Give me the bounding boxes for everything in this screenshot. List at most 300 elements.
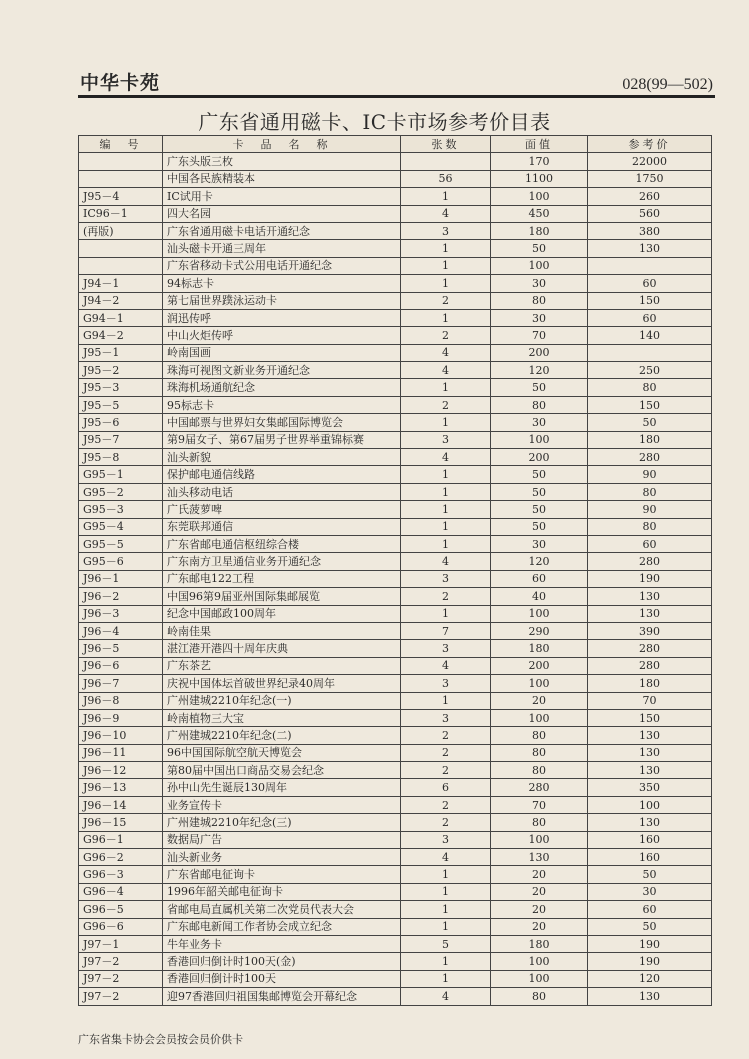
cell-code: J95－8: [79, 449, 163, 466]
cell-code: J97－1: [79, 935, 163, 952]
cell-code: G96－5: [79, 901, 163, 918]
cell-code: J96－9: [79, 709, 163, 726]
cell-card-name: IC试用卡: [163, 188, 401, 205]
cell-ref-price: 130: [588, 588, 712, 605]
cell-ref-price: 100: [588, 796, 712, 813]
table-row: [79, 605, 712, 622]
cell-face-value: 100: [491, 953, 588, 970]
cell-ref-price: 60: [588, 901, 712, 918]
cell-code: J96－5: [79, 640, 163, 657]
table-row: [79, 275, 712, 292]
table-row: [79, 744, 712, 761]
table-row: [79, 344, 712, 361]
cell-face-value: 180: [491, 640, 588, 657]
cell-count: 3: [401, 222, 491, 239]
cell-card-name: 香港回归倒计时100天: [163, 970, 401, 987]
cell-count: 1: [401, 501, 491, 518]
cell-ref-price: 130: [588, 727, 712, 744]
cell-ref-price: 130: [588, 988, 712, 1005]
document-title: 广东省通用磁卡、IC卡市场参考价目表: [198, 110, 551, 134]
table-row: [79, 692, 712, 709]
table-row: [79, 483, 712, 500]
cell-ref-price: 130: [588, 605, 712, 622]
cell-ref-price: 50: [588, 866, 712, 883]
cell-card-name: 珠海可视图文新业务开通纪念: [163, 362, 401, 379]
cell-face-value: 20: [491, 901, 588, 918]
cell-face-value: 100: [491, 831, 588, 848]
table-row: [79, 657, 712, 674]
cell-count: 1: [401, 240, 491, 257]
cell-card-name: 广东省移动卡式公用电话开通纪念: [163, 257, 401, 274]
cell-code: G95－4: [79, 518, 163, 535]
cell-face-value: 80: [491, 814, 588, 831]
cell-code: [79, 153, 163, 170]
cell-face-value: 30: [491, 535, 588, 552]
cell-count: 1: [401, 901, 491, 918]
cell-card-name: 岭南佳果: [163, 622, 401, 639]
cell-code: G96－3: [79, 866, 163, 883]
cell-code: J96－2: [79, 588, 163, 605]
cell-card-name: 迎97香港回归祖国集邮博览会开幕纪念: [163, 988, 401, 1005]
cell-face-value: 100: [491, 709, 588, 726]
table-row: [79, 883, 712, 900]
cell-code: J96－4: [79, 622, 163, 639]
cell-count: 1: [401, 953, 491, 970]
cell-card-name: 四大名园: [163, 205, 401, 222]
cell-card-name: 珠海机场通航纪念: [163, 379, 401, 396]
cell-count: 1: [401, 414, 491, 431]
cell-face-value: 70: [491, 796, 588, 813]
cell-ref-price: 150: [588, 709, 712, 726]
table-row: [79, 379, 712, 396]
col-header-count: 张数: [401, 136, 491, 153]
cell-code: G96－2: [79, 849, 163, 866]
cell-card-name: 第80届中国出口商品交易会纪念: [163, 762, 401, 779]
cell-ref-price: 1750: [588, 170, 712, 187]
cell-face-value: 20: [491, 918, 588, 935]
cell-card-name: 中山火炬传呼: [163, 327, 401, 344]
cell-ref-price: 560: [588, 205, 712, 222]
cell-ref-price: 280: [588, 640, 712, 657]
cell-card-name: 数据局广告: [163, 831, 401, 848]
cell-face-value: 20: [491, 866, 588, 883]
page-code: 028(99—502): [622, 76, 713, 93]
table-row: [79, 988, 712, 1005]
table-row: [79, 622, 712, 639]
cell-ref-price: 120: [588, 970, 712, 987]
cell-card-name: 广东茶艺: [163, 657, 401, 674]
cell-card-name: 岭南国画: [163, 344, 401, 361]
table-row: [79, 727, 712, 744]
cell-code: J95－5: [79, 396, 163, 413]
cell-code: J96－12: [79, 762, 163, 779]
cell-ref-price: 190: [588, 570, 712, 587]
table-row: [79, 205, 712, 222]
cell-face-value: 170: [491, 153, 588, 170]
table-row: [79, 814, 712, 831]
cell-code: J95－3: [79, 379, 163, 396]
cell-ref-price: 180: [588, 431, 712, 448]
cell-code: J95－2: [79, 362, 163, 379]
cell-face-value: 80: [491, 727, 588, 744]
cell-ref-price: 130: [588, 744, 712, 761]
cell-face-value: 80: [491, 396, 588, 413]
cell-face-value: 450: [491, 205, 588, 222]
cell-ref-price: 350: [588, 779, 712, 796]
cell-count: 1: [401, 605, 491, 622]
cell-ref-price: 140: [588, 327, 712, 344]
cell-count: 1: [401, 866, 491, 883]
cell-count: 7: [401, 622, 491, 639]
cell-count: 2: [401, 727, 491, 744]
cell-code: G95－2: [79, 483, 163, 500]
cell-code: J96－7: [79, 675, 163, 692]
table-row: [79, 796, 712, 813]
cell-ref-price: 190: [588, 935, 712, 952]
cell-code: J96－3: [79, 605, 163, 622]
cell-card-name: 孙中山先生诞辰130周年: [163, 779, 401, 796]
magazine-name: 中华卡苑: [80, 72, 161, 94]
cell-face-value: 100: [491, 431, 588, 448]
cell-count: 56: [401, 170, 491, 187]
cell-ref-price: 280: [588, 657, 712, 674]
cell-card-name: 1996年韶关邮电征询卡: [163, 883, 401, 900]
cell-face-value: 30: [491, 414, 588, 431]
cell-card-name: 广东省通用磁卡电话开通纪念: [163, 222, 401, 239]
cell-face-value: 100: [491, 605, 588, 622]
cell-ref-price: 60: [588, 309, 712, 326]
cell-count: 2: [401, 814, 491, 831]
table-row: [79, 831, 712, 848]
cell-ref-price: 90: [588, 466, 712, 483]
cell-code: J96－1: [79, 570, 163, 587]
cell-count: 3: [401, 709, 491, 726]
cell-face-value: 100: [491, 970, 588, 987]
cell-count: 6: [401, 779, 491, 796]
cell-code: G94－1: [79, 309, 163, 326]
cell-count: 4: [401, 553, 491, 570]
cell-count: 4: [401, 657, 491, 674]
cell-count: 3: [401, 431, 491, 448]
cell-face-value: 50: [491, 483, 588, 500]
cell-card-name: 广州建城2210年纪念(二): [163, 727, 401, 744]
cell-count: 2: [401, 588, 491, 605]
cell-code: J95－1: [79, 344, 163, 361]
cell-count: 4: [401, 449, 491, 466]
cell-code: J97－2: [79, 988, 163, 1005]
cell-card-name: 广东邮电122工程: [163, 570, 401, 587]
cell-code: J96－8: [79, 692, 163, 709]
table-row: [79, 240, 712, 257]
cell-code: J94－1: [79, 275, 163, 292]
cell-card-name: 94标志卡: [163, 275, 401, 292]
cell-face-value: 200: [491, 449, 588, 466]
cell-card-name: 广东省邮电征询卡: [163, 866, 401, 883]
cell-code: G95－3: [79, 501, 163, 518]
cell-code: [79, 170, 163, 187]
cell-count: 1: [401, 309, 491, 326]
cell-ref-price: 90: [588, 501, 712, 518]
table-row: [79, 362, 712, 379]
table-row: [79, 518, 712, 535]
cell-count: 2: [401, 292, 491, 309]
cell-count: 5: [401, 935, 491, 952]
footer-note: 广东省集卡协会会员按会员价供卡: [78, 1033, 243, 1046]
cell-card-name: 东莞联邦通信: [163, 518, 401, 535]
table-row: [79, 553, 712, 570]
col-header-ref-price: 参考价: [588, 136, 712, 153]
cell-card-name: 业务宣传卡: [163, 796, 401, 813]
cell-code: G94－2: [79, 327, 163, 344]
table-row: [79, 570, 712, 587]
cell-count: 1: [401, 518, 491, 535]
cell-ref-price: 22000: [588, 153, 712, 170]
cell-face-value: 80: [491, 292, 588, 309]
cell-card-name: 汕头移动电话: [163, 483, 401, 500]
cell-code: [79, 257, 163, 274]
cell-count: 1: [401, 466, 491, 483]
cell-face-value: 50: [491, 379, 588, 396]
cell-count: 4: [401, 988, 491, 1005]
cell-count: 2: [401, 744, 491, 761]
table-row: [79, 501, 712, 518]
cell-card-name: 广州建城2210年纪念(一): [163, 692, 401, 709]
cell-code: J95－6: [79, 414, 163, 431]
table-row: [79, 588, 712, 605]
cell-card-name: 汕头新貌: [163, 449, 401, 466]
cell-ref-price: 250: [588, 362, 712, 379]
cell-card-name: 汕头新业务: [163, 849, 401, 866]
cell-face-value: 30: [491, 309, 588, 326]
cell-face-value: 50: [491, 501, 588, 518]
cell-count: 1: [401, 883, 491, 900]
cell-face-value: 80: [491, 744, 588, 761]
cell-card-name: 中国各民族精装本: [163, 170, 401, 187]
cell-face-value: 120: [491, 362, 588, 379]
cell-face-value: 30: [491, 275, 588, 292]
table-header-row: [79, 136, 712, 153]
cell-face-value: 1100: [491, 170, 588, 187]
table-row: [79, 153, 712, 170]
col-header-code: 编 号: [79, 136, 163, 153]
cell-face-value: 280: [491, 779, 588, 796]
cell-count: 1: [401, 379, 491, 396]
cell-code: J96－11: [79, 744, 163, 761]
cell-ref-price: 80: [588, 518, 712, 535]
cell-ref-price: 390: [588, 622, 712, 639]
table-row: [79, 675, 712, 692]
cell-ref-price: 70: [588, 692, 712, 709]
cell-count: 1: [401, 257, 491, 274]
table-row: [79, 535, 712, 552]
table-row: [79, 396, 712, 413]
cell-ref-price: 80: [588, 379, 712, 396]
cell-face-value: 180: [491, 222, 588, 239]
cell-face-value: 20: [491, 692, 588, 709]
cell-card-name: 汕头磁卡开通三周年: [163, 240, 401, 257]
cell-face-value: 200: [491, 344, 588, 361]
cell-ref-price: 150: [588, 396, 712, 413]
cell-code: (再版): [79, 222, 163, 239]
cell-count: 2: [401, 762, 491, 779]
cell-face-value: 50: [491, 518, 588, 535]
cell-code: G96－4: [79, 883, 163, 900]
table-row: [79, 970, 712, 987]
cell-ref-price: [588, 257, 712, 274]
cell-count: 3: [401, 570, 491, 587]
cell-code: [79, 240, 163, 257]
cell-ref-price: [588, 344, 712, 361]
cell-code: G96－6: [79, 918, 163, 935]
cell-ref-price: 60: [588, 275, 712, 292]
cell-face-value: 50: [491, 240, 588, 257]
cell-code: J96－6: [79, 657, 163, 674]
cell-card-name: 岭南植物三大宝: [163, 709, 401, 726]
cell-card-name: 广东头版三枚: [163, 153, 401, 170]
table-row: [79, 309, 712, 326]
cell-ref-price: 280: [588, 553, 712, 570]
header-rule: [78, 95, 715, 98]
cell-ref-price: 50: [588, 414, 712, 431]
cell-card-name: 广东南方卫星通信业务开通纪念: [163, 553, 401, 570]
cell-count: 2: [401, 396, 491, 413]
cell-card-name: 广东邮电新闻工作者协会成立纪念: [163, 918, 401, 935]
table-row: [79, 431, 712, 448]
cell-face-value: 80: [491, 762, 588, 779]
cell-card-name: 第9届女子、第67届男子世界举重锦标赛: [163, 431, 401, 448]
cell-face-value: 20: [491, 883, 588, 900]
cell-card-name: 保护邮电通信线路: [163, 466, 401, 483]
table-row: [79, 918, 712, 935]
cell-face-value: 40: [491, 588, 588, 605]
cell-code: J97－2: [79, 953, 163, 970]
cell-code: J96－14: [79, 796, 163, 813]
cell-count: 1: [401, 275, 491, 292]
table-row: [79, 327, 712, 344]
cell-card-name: 润迅传呼: [163, 309, 401, 326]
cell-code: IC96－1: [79, 205, 163, 222]
cell-face-value: 80: [491, 988, 588, 1005]
cell-code: J96－15: [79, 814, 163, 831]
cell-card-name: 广东省邮电通信枢纽综合楼: [163, 535, 401, 552]
cell-code: J97－2: [79, 970, 163, 987]
table-row: [79, 257, 712, 274]
cell-count: 4: [401, 205, 491, 222]
table-row: [79, 222, 712, 239]
cell-card-name: 香港回归倒计时100天(金): [163, 953, 401, 970]
cell-face-value: 200: [491, 657, 588, 674]
table-row: [79, 953, 712, 970]
cell-face-value: 100: [491, 257, 588, 274]
cell-face-value: 60: [491, 570, 588, 587]
cell-ref-price: 50: [588, 918, 712, 935]
cell-card-name: 第七届世界蹼泳运动卡: [163, 292, 401, 309]
cell-count: 4: [401, 362, 491, 379]
cell-code: G95－5: [79, 535, 163, 552]
cell-ref-price: 150: [588, 292, 712, 309]
price-table: [78, 135, 712, 1006]
table-row: [79, 188, 712, 205]
cell-ref-price: 130: [588, 762, 712, 779]
cell-code: G96－1: [79, 831, 163, 848]
cell-card-name: 中国96第9届亚州国际集邮展览: [163, 588, 401, 605]
table-row: [79, 866, 712, 883]
cell-count: 2: [401, 327, 491, 344]
cell-ref-price: 130: [588, 240, 712, 257]
cell-count: 4: [401, 849, 491, 866]
cell-ref-price: 130: [588, 814, 712, 831]
table-row: [79, 414, 712, 431]
table-row: [79, 762, 712, 779]
cell-ref-price: 190: [588, 953, 712, 970]
cell-ref-price: 30: [588, 883, 712, 900]
cell-code: J94－2: [79, 292, 163, 309]
cell-face-value: 180: [491, 935, 588, 952]
cell-code: J95－4: [79, 188, 163, 205]
col-header-name: 卡 品 名 称: [163, 136, 401, 153]
cell-ref-price: 280: [588, 449, 712, 466]
table-row: [79, 170, 712, 187]
table-row: [79, 466, 712, 483]
cell-card-name: 广州建城2210年纪念(三): [163, 814, 401, 831]
cell-ref-price: 160: [588, 849, 712, 866]
cell-face-value: 100: [491, 188, 588, 205]
cell-count: 1: [401, 188, 491, 205]
cell-card-name: 湛江港开港四十周年庆典: [163, 640, 401, 657]
cell-card-name: 中国邮票与世界妇女集邮国际博览会: [163, 414, 401, 431]
cell-code: G95－6: [79, 553, 163, 570]
cell-count: 2: [401, 796, 491, 813]
cell-ref-price: 160: [588, 831, 712, 848]
table-row: [79, 292, 712, 309]
cell-ref-price: 180: [588, 675, 712, 692]
cell-code: J96－10: [79, 727, 163, 744]
table-row: [79, 709, 712, 726]
table-row: [79, 779, 712, 796]
cell-ref-price: 80: [588, 483, 712, 500]
cell-face-value: 70: [491, 327, 588, 344]
cell-count: 3: [401, 640, 491, 657]
cell-code: J96－13: [79, 779, 163, 796]
cell-face-value: 50: [491, 466, 588, 483]
cell-count: [401, 153, 491, 170]
cell-ref-price: 260: [588, 188, 712, 205]
cell-count: 4: [401, 344, 491, 361]
cell-count: 3: [401, 675, 491, 692]
cell-card-name: 庆祝中国体坛首破世界纪录40周年: [163, 675, 401, 692]
cell-card-name: 牛年业务卡: [163, 935, 401, 952]
cell-face-value: 100: [491, 675, 588, 692]
col-header-face-value: 面值: [491, 136, 588, 153]
table-row: [79, 849, 712, 866]
cell-count: 3: [401, 831, 491, 848]
cell-card-name: 广氏菠萝啤: [163, 501, 401, 518]
cell-card-name: 96中国国际航空航天博览会: [163, 744, 401, 761]
table-row: [79, 449, 712, 466]
cell-card-name: 省邮电局直属机关第二次党员代表大会: [163, 901, 401, 918]
cell-face-value: 130: [491, 849, 588, 866]
table-row: [79, 901, 712, 918]
cell-count: 1: [401, 692, 491, 709]
cell-card-name: 95标志卡: [163, 396, 401, 413]
table-body: [79, 153, 712, 1005]
cell-card-name: 纪念中国邮政100周年: [163, 605, 401, 622]
cell-ref-price: 60: [588, 535, 712, 552]
cell-count: 1: [401, 483, 491, 500]
cell-code: G95－1: [79, 466, 163, 483]
cell-code: J95－7: [79, 431, 163, 448]
cell-count: 1: [401, 535, 491, 552]
